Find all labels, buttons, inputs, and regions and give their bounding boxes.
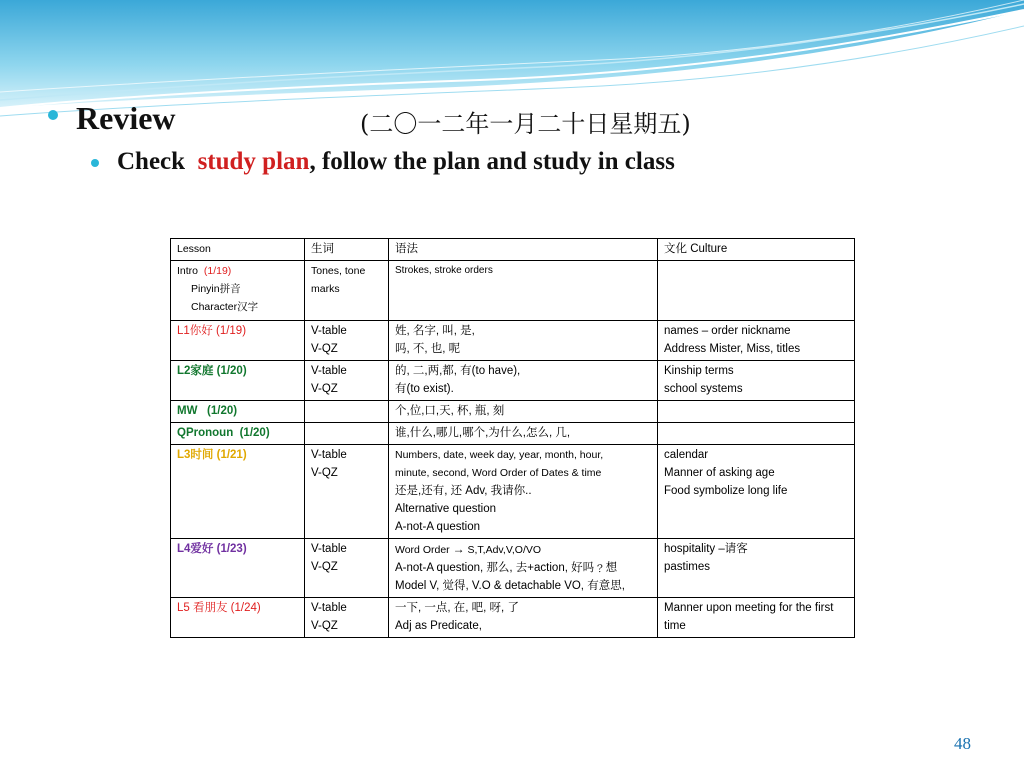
culture-line: school systems [664,383,743,395]
header-vocab: 生词 [305,239,389,261]
grammar-cell [389,401,658,423]
lesson-cell [171,423,305,445]
page-title: Review [76,100,176,136]
grammar-cell [389,261,658,321]
lesson-date: (1/19) [203,265,232,277]
lesson-subitem: Character汉字 [191,301,259,313]
arrow-right-icon: → [452,542,465,556]
grammar-cell [389,361,658,401]
table-row [171,401,855,423]
grammar-line: 个,位,口,天, 杯, 瓶, 刻 [395,405,505,417]
grammar-line: Word Order [395,544,450,556]
vocab-cell [305,361,389,401]
grammar-line: minute, second, Word Order of Dates & time [395,467,602,479]
culture-line: Manner upon meeting for the first time [664,602,834,632]
culture-cell [658,598,855,638]
vocab-line: V-QZ [311,620,338,632]
grammar-line: A-not-A question [395,521,481,533]
vocab-text: Tones, tone marks [311,265,366,295]
vocab-line: V-table [311,325,347,337]
lesson-cell [171,445,305,539]
lesson-name: L2家庭 (1/20) [177,365,247,377]
grammar-line: A-not-A question, 那么, 去+action, 好吗﹖想 [395,562,618,574]
table-row [171,598,855,638]
culture-line: names – order nickname [664,325,791,337]
grammar-line: Alternative question [395,503,497,515]
date-label: (二〇一二年一月二十日星期五) [360,110,691,138]
culture-line: Food symbolize long life [664,485,788,497]
table-row [171,321,855,361]
grammar-line: Numbers, date, week day, year, month, hour, [395,449,604,461]
grammar-line: 有(to exist). [395,383,454,395]
vocab-line: V-QZ [311,561,338,573]
vocab-line: V-QZ [311,383,338,395]
culture-cell [658,361,855,401]
bullet-icon [91,159,99,167]
lesson-name: L5 看朋友 (1/24) [177,602,261,614]
lesson-cell [171,261,305,321]
culture-line: Kinship terms [664,365,734,377]
vocab-cell [305,445,389,539]
lesson-name: MW (1/20) [177,405,238,417]
culture-cell [658,261,855,321]
table-row [171,423,855,445]
table-header-row [171,239,855,261]
culture-line: Manner of asking age [664,467,775,479]
grammar-cell [389,598,658,638]
vocab-cell [305,261,389,321]
culture-line: pastimes [664,561,711,573]
grammar-line: 一下, 一点, 在, 吧, 呀, 了 [395,602,519,614]
lesson-cell [171,321,305,361]
grammar-line: S,T,Adv,V,O/VO [467,544,542,556]
culture-line: hospitality –请客 [664,543,748,555]
lesson-cell [171,401,305,423]
vocab-cell [305,598,389,638]
grammar-line: 吗, 不, 也, 呢 [395,343,461,355]
culture-cell [658,401,855,423]
grammar-line: Adj as Predicate, [395,620,482,632]
lesson-name: L4爱好 (1/23) [177,543,247,555]
lesson-name: L1你好 (1/19) [177,325,247,337]
vocab-cell [305,321,389,361]
instruction-after: , follow the plan and study in class [309,148,675,175]
culture-cell [658,539,855,598]
lesson-cell [171,539,305,598]
grammar-cell [389,321,658,361]
table-row [171,261,855,321]
grammar-line: 姓, 名字, 叫, 是, [395,325,475,337]
vocab-cell [305,423,389,445]
grammar-line: Strokes, stroke orders [395,265,493,276]
table-row [171,445,855,539]
header-culture: 文化 Culture [658,239,855,261]
vocab-cell [305,401,389,423]
header-grammar: 语法 [389,239,658,261]
culture-cell [658,445,855,539]
grammar-cell [389,445,658,539]
culture-line: Address Mister, Miss, titles [664,343,801,355]
culture-line: calendar [664,449,709,461]
lesson-name: L3时间 (1/21) [177,449,247,461]
culture-cell [658,321,855,361]
grammar-line: Model V, 觉得, V.O & detachable VO, 有意思, [395,580,625,592]
lesson-name: Intro [177,265,199,277]
vocab-line: V-table [311,602,347,614]
header-lesson: Lesson [171,239,305,261]
page-number: 48 [954,734,971,753]
vocab-line: V-table [311,449,347,461]
grammar-cell [389,423,658,445]
grammar-line: 还是,还有, 还 Adv, 我请你.. [395,485,532,497]
table-row [171,361,855,401]
vocab-cell [305,539,389,598]
instruction-before: Check [117,148,186,175]
lesson-cell [171,598,305,638]
vocab-line: V-table [311,543,347,555]
bullet-icon [48,110,58,120]
lesson-name: QPronoun (1/20) [177,427,270,439]
culture-cell [658,423,855,445]
study-plan-table [170,238,855,638]
vocab-line: V-QZ [311,343,338,355]
grammar-cell [389,539,658,598]
lesson-cell [171,361,305,401]
grammar-line: 谁,什么,哪儿,哪个,为什么,怎么, 几, [395,427,571,439]
vocab-line: V-QZ [311,467,338,479]
lesson-subitem: Pinyin拼音 [191,283,241,295]
table-row [171,539,855,598]
vocab-line: V-table [311,365,347,377]
instruction-text [117,148,675,176]
study-plan-link-text: study plan [197,148,310,175]
grammar-line: 的, 二,两,都, 有(to have), [395,365,521,377]
